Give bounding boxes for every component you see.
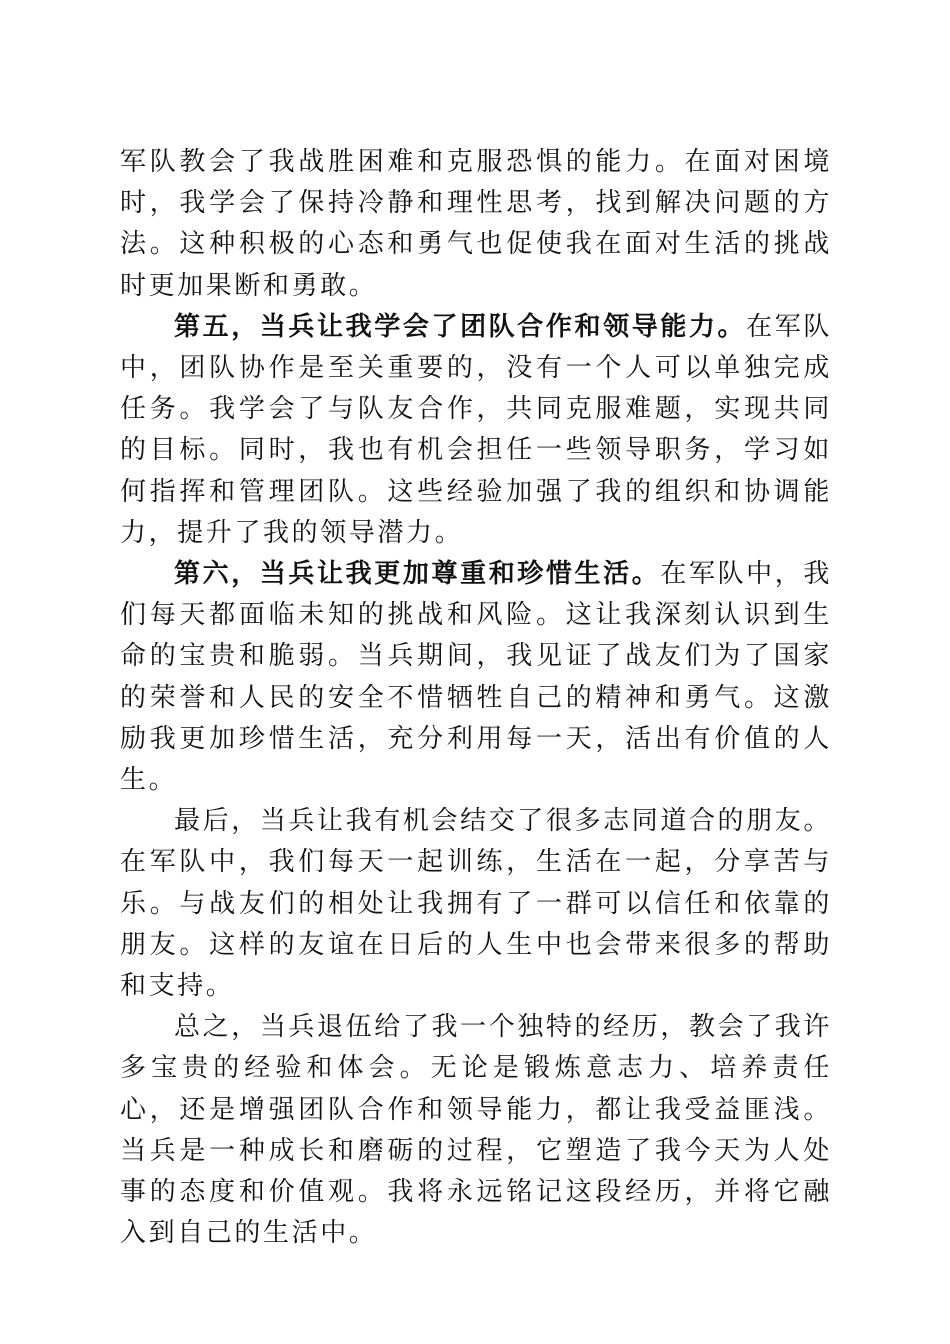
paragraph-text: 总之，当兵退伍给了我一个独特的经历，教会了我许多宝贵的经验和体会。无论是锻炼意志力、培养责任心，还是增强团队合作和领导能力，都让我受益匪浅。当兵是一种成长和磨砺的过程，它塑造了我今天为人处事的态度和价值观。我将永远铭记这段经历，并将它融入到自己的生活中。 [120,1012,832,1249]
paragraph-4 [120,801,832,1007]
paragraph-text: 在军队中，我们每天都面临未知的挑战和风险。这让我深刻认识到生命的宝贵和脆弱。当兵期间，我见证了战友们为了国家的荣誉和人民的安全不惜牺牲自己的精神和勇气。这激励我更加珍惜生活，充分利用每一天，活出有价值的人生。 [120,559,833,796]
paragraph-1 [120,142,832,307]
paragraph-text: 在军队中，团队协作是至关重要的，没有一个人可以单独完成任务。我学会了与队友合作，共同克服难题，实现共同的目标。同时，我也有机会担任一些领导职务，学习如何指挥和管理团队。这些经验加强了我的组织和协调能力，提升了我的领导潜力。 [120,311,832,548]
paragraph-text: 军队教会了我战胜困难和克服恐惧的能力。在面对困境时，我学会了保持冷静和理性思考，找到解决问题的方法。这种积极的心态和勇气也促使我在面对生活的挑战时更加果断和勇敢。 [120,147,832,301]
paragraph-5 [120,1007,832,1254]
document-page [120,142,832,1254]
paragraph-2 [120,307,832,554]
paragraph-text: 最后，当兵让我有机会结交了很多志同道合的朋友。在军队中，我们每天一起训练，生活在一起，分享苦与乐。与战友们的相处让我拥有了一群可以信任和依靠的朋友。这样的友谊在日后的人生中也会带来很多的帮助和支持。 [120,806,832,1002]
paragraph-lead: 第五，当兵让我学会了团队合作和领导能力。 [174,311,747,342]
paragraph-3 [120,554,832,801]
paragraph-lead: 第六，当兵让我更加尊重和珍惜生活。 [174,559,661,590]
